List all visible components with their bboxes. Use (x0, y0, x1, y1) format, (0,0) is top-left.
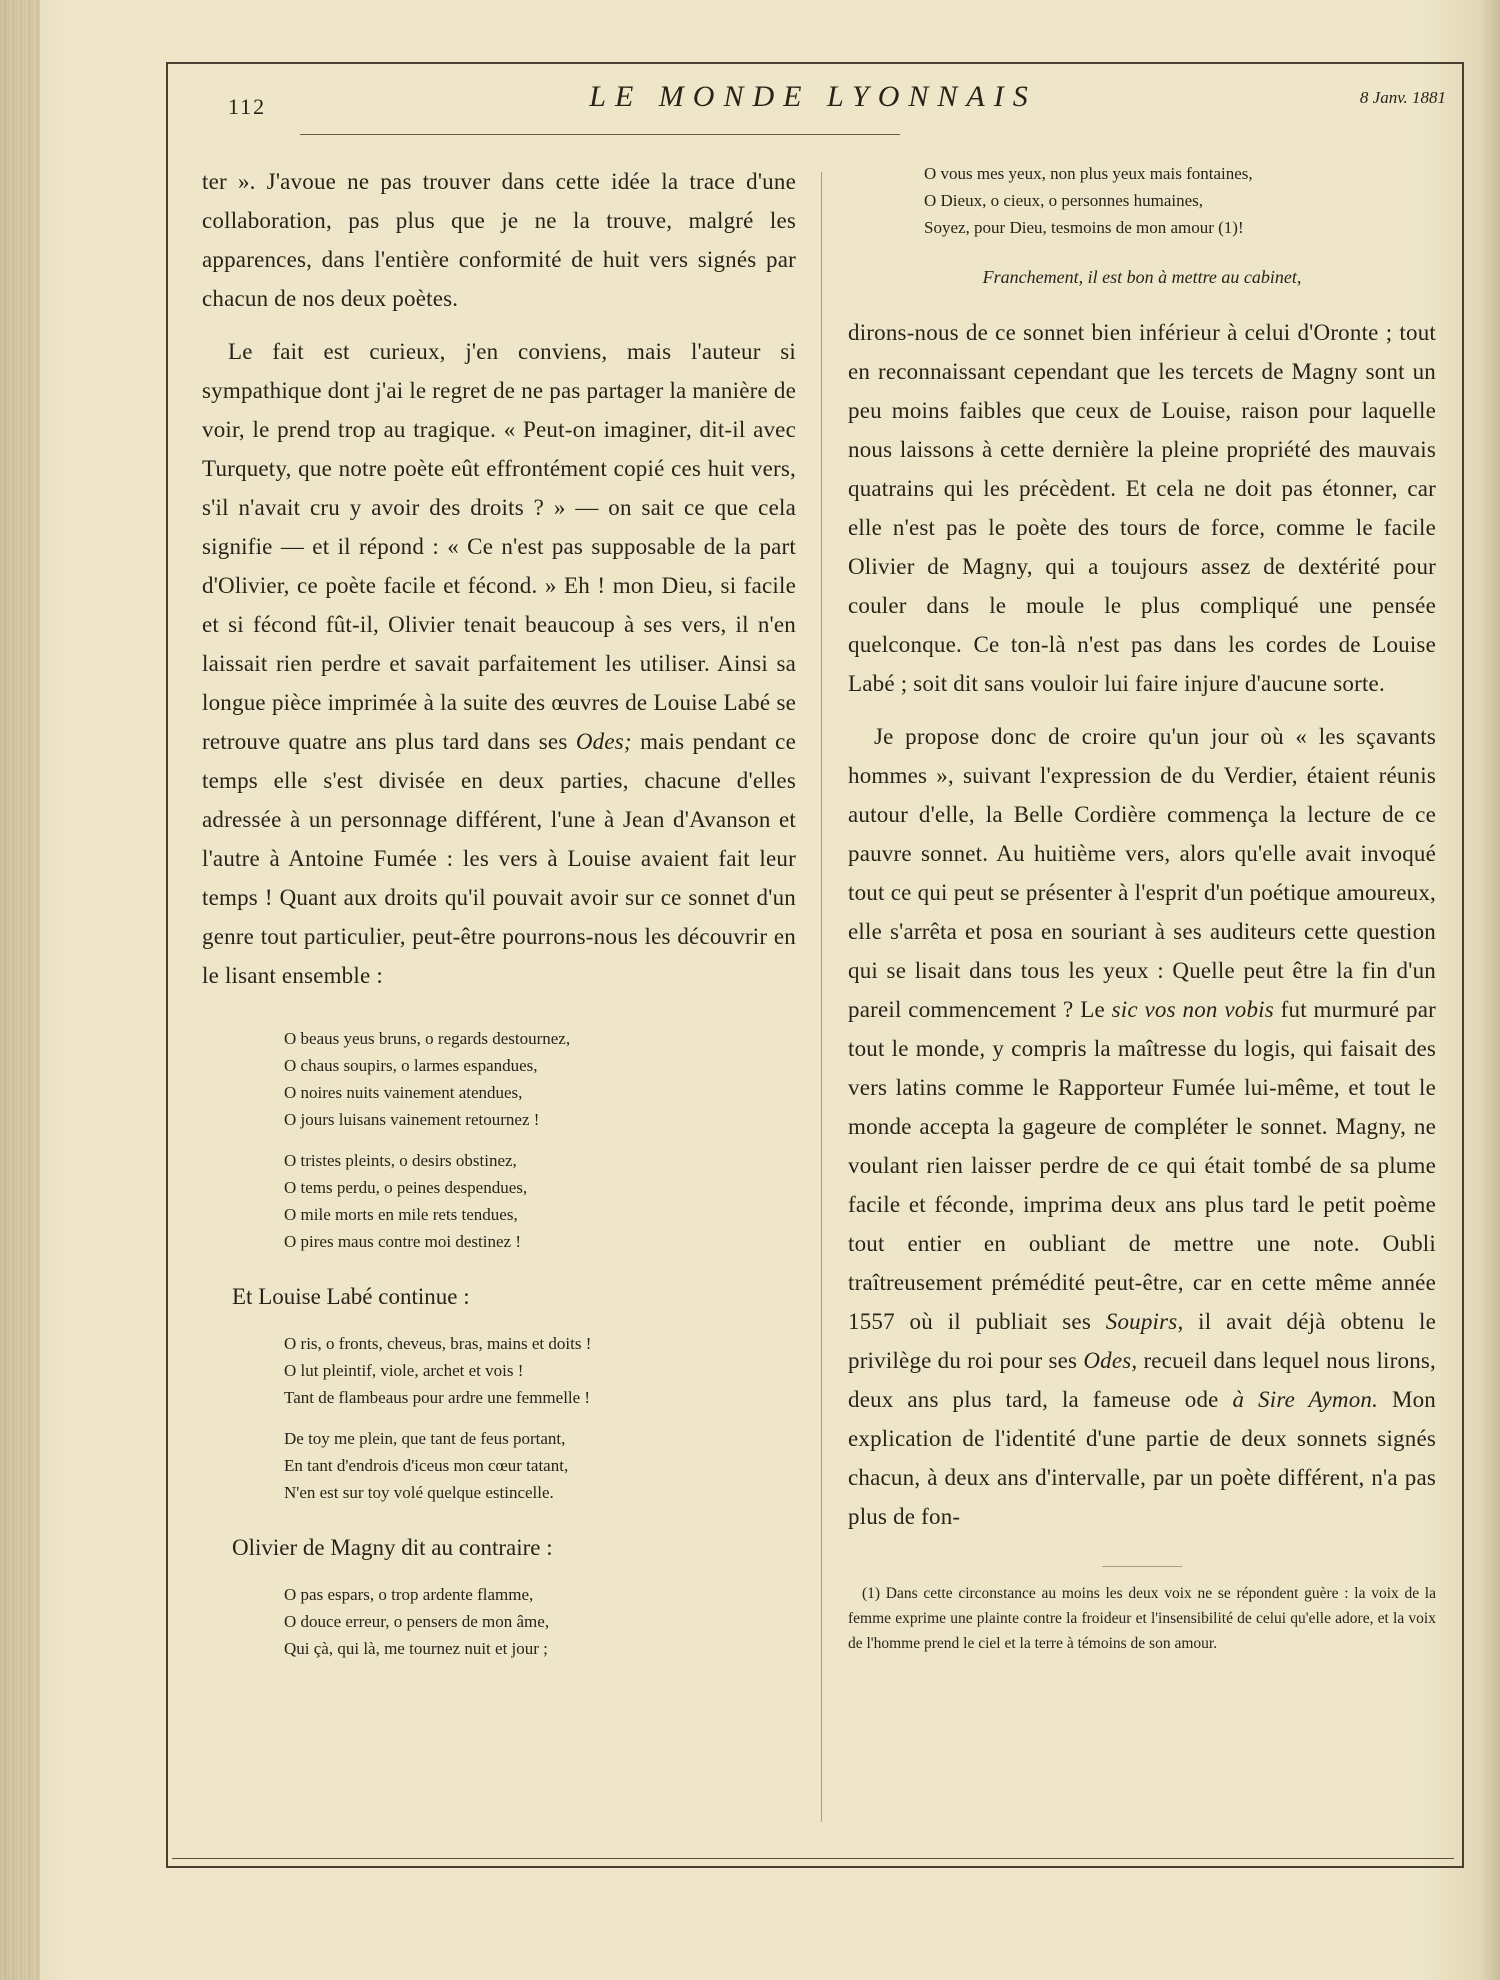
magny-tercet-1 (202, 1581, 796, 1662)
journal-title: LE MONDE LYONNAIS (589, 80, 1037, 113)
verse-line: O tristes pleints, o desirs obstinez, (284, 1151, 517, 1170)
right-column (848, 160, 1436, 1656)
verse-line: O chaus soupirs, o larmes espandues, (284, 1056, 538, 1075)
footnote-rule (1102, 1566, 1182, 1567)
verse-line: O beaus yeus bruns, o regards destournez, (284, 1029, 571, 1048)
sonnet-quatrain-2 (202, 1147, 796, 1255)
verse-line: O Dieux, o cieux, o personnes humaines, (924, 191, 1204, 210)
magny-tercet-2 (848, 160, 1436, 241)
sonnet-quatrain-1 (202, 1025, 796, 1133)
book-binding-edge (0, 0, 40, 1980)
verse-line: N'en est sur toy volé quelque estincelle. (284, 1483, 554, 1502)
footnote: (1) Dans cette circonstance au moins les deux voix ne se répondent guère : la voix de la femme exprime une plainte contre la froideur et l'insensibilité de celui qu'elle adore, et la voix de l'homme prend le ciel et la terre à témoins de son amour. (848, 1585, 1436, 1652)
verse-line: O lut pleintif, viole, archet et vois ! (284, 1361, 524, 1380)
verse-line: O jours luisans vainement retournez ! (284, 1110, 540, 1129)
louise-tercet-2 (202, 1425, 796, 1506)
louise-tercet-1 (202, 1330, 796, 1411)
issue-date: 8 Janv. 1881 (1359, 88, 1446, 107)
verse-line: O noires nuits vainement atendues, (284, 1083, 523, 1102)
left-paragraph-1: ter ». J'avoue ne pas trouver dans cette idée la trace d'une collaboration, pas plus que je ne la trouve, malgré les apparences, dans l'entière conformité de huit vers signés par chacun de nos deux poètes. (202, 169, 796, 311)
verse-line: De toy me plein, que tant de feus portant, (284, 1429, 566, 1448)
louise-intro: Et Louise Labé continue : (232, 1284, 470, 1309)
verse-line: Soyez, pour Dieu, tesmoins de mon amour (1)! (924, 218, 1244, 237)
verse-line: Qui çà, qui là, me tournez nuit et jour ; (284, 1639, 548, 1658)
verse-line: O tems perdu, o peines despendues, (284, 1178, 528, 1197)
verse-line: O pires maus contre moi destinez ! (284, 1232, 521, 1251)
running-header (172, 72, 1454, 122)
right-paragraph-1: dirons-nous de ce sonnet bien inférieur à celui d'Oronte ; tout en reconnaissant cependant que les tercets de Magny sont un peu moins faibles que ceux de Louise, raison pour laquelle nous laissons à cette dernière la pleine propriété des mauvais quatrains qui les précèdent. Et cela ne doit pas étonner, car elle n'est pas le poète des tours de force, comme le facile Olivier de Magny, qui a toujours assez de dextérité pour couler dans le moule le plus compliqué une pensée quelconque. Ce ton-là n'est pas dans les cordes de Louise Labé ; soit dit sans vouloir lui faire injure d'aucune sorte. (848, 320, 1436, 696)
column-divider (821, 172, 822, 1822)
verse-line: O mile morts en mile rets tendues, (284, 1205, 518, 1224)
magny-intro: Olivier de Magny dit au contraire : (232, 1535, 553, 1560)
left-paragraph-2: Le fait est curieux, j'en conviens, mais l'auteur si sympathique dont j'ai le regret de ne pas partager la manière de voir, le prend trop au tragique. « Peut-on imaginer, dit-il avec Turquety, que notre poète eût effrontément copié ces huit vers, s'il n'avait cru y avoir des droits ? » — on sait ce que cela signifie — et il répond : « Ce n'est pas supposable de la part d'Olivier, ce poète facile et fécond. » Eh ! mon Dieu, si facile et si fécond fût-il, Olivier tenait beaucoup à ses vers, il n'en laissait rien perdre et savait parfaitement les utiliser. Ainsi sa longue pièce imprimée à la suite des œuvres de Louise Labé se retrouve quatre ans plus tard dans ses Odes; mais pendant ce temps elle s'est divisée en deux parties, chacune d'elles adressée à un personnage différent, l'une à Jean d'Avanson et l'autre à Antoine Fumée : les vers à Louise avaient fait leur temps ! Quant aux droits qu'il pouvait avoir sur ce sonnet d'un genre tout particulier, peut-être pourrons-nous les découvrir en le lisant ensemble : (202, 339, 796, 988)
header-rule (300, 134, 900, 135)
left-column (202, 162, 796, 1662)
verse-line: O ris, o fronts, cheveus, bras, mains et doits ! (284, 1334, 592, 1353)
verse-line: En tant d'endrois d'iceus mon cœur tatant, (284, 1456, 569, 1475)
verse-line: O pas espars, o trop ardente flamme, (284, 1585, 534, 1604)
verse-line: Tant de flambeaus pour ardre une femmelle ! (284, 1388, 591, 1407)
right-paragraph-2: Je propose donc de croire qu'un jour où « les sçavants hommes », suivant l'expression de du Verdier, étaient réunis autour d'elle, la Belle Cordière commença la lecture de ce pauvre sonnet. Au huitième vers, alors qu'elle avait invoqué tout ce qui peut se présenter à l'esprit d'un poétique amoureux, elle s'arrêta et posa en souriant à ses auditeurs cette question qui se lisait dans tous les yeux : Quelle peut être la fin d'un pareil commencement ? Le sic vos non vobis fut murmuré par tout le monde, y compris la maîtresse du logis, qui faisait des vers latins comme le Rapporteur Fumée lui-même, et tout le monde accepta la gageure de compléter le sonnet. Magny, ne voulant rien laisser perdre de ce qui était tombé de sa plume facile et féconde, imprima deux ans plus tard le petit poème tout entier en oubliant de mettre une note. Oubli traîtreusement prémédité peut-être, car en cette même année 1557 où il publiait ses Soupirs, il avait déjà obtenu le privilège du roi pour ses Odes, recueil dans lequel nous lirons, deux ans plus tard, la fameuse ode à Sire Aymon. Mon explication de l'identité d'une partie de deux sonnets signés chacun, à deux ans d'intervalle, par un poète différent, n'a pas plus de fon- (848, 724, 1436, 1529)
verse-line: O douce erreur, o pensers de mon âme, (284, 1612, 550, 1631)
verse-line: O vous mes yeux, non plus yeux mais fontaines, (924, 164, 1253, 183)
epigraph-quote: Franchement, il est bon à mettre au cabinet, (982, 267, 1302, 287)
page-number: 112 (228, 94, 267, 119)
